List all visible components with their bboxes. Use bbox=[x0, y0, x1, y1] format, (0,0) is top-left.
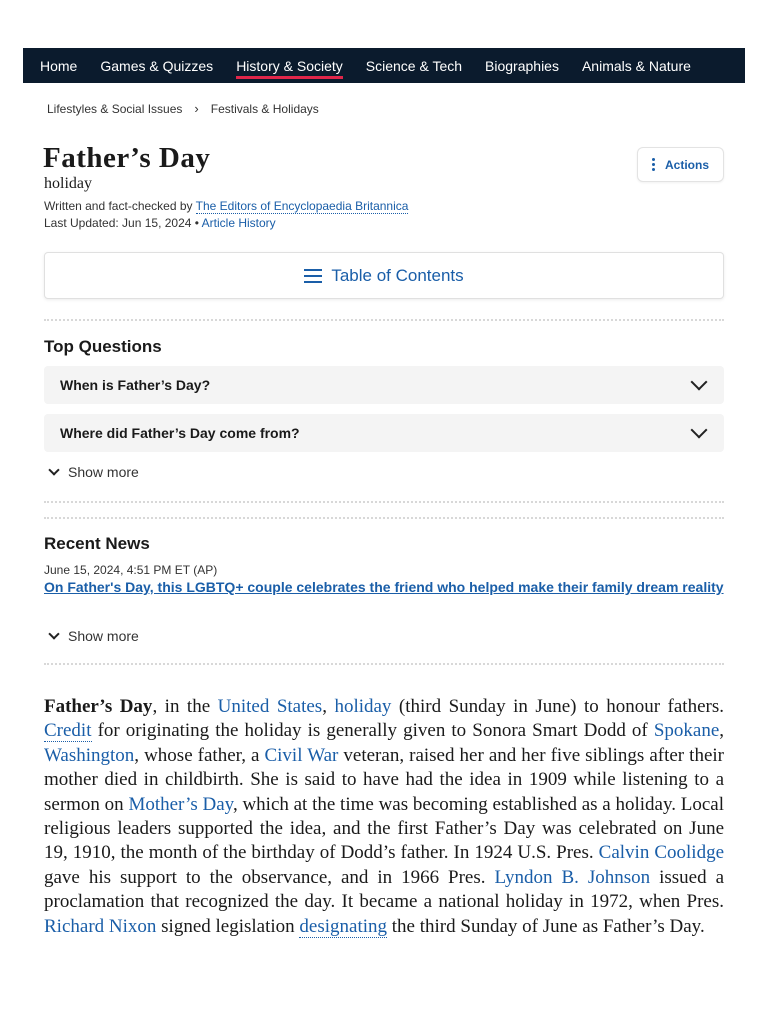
link-calvin-coolidge[interactable]: Calvin Coolidge bbox=[598, 842, 724, 864]
link-designating[interactable]: designating bbox=[299, 915, 388, 937]
chevron-right-icon: › bbox=[194, 101, 199, 116]
chevron-down-icon bbox=[691, 374, 708, 391]
nav-animals-nature[interactable]: Animals & Nature bbox=[581, 57, 691, 74]
article-text: , bbox=[719, 720, 724, 742]
divider bbox=[44, 517, 724, 519]
question-item[interactable] bbox=[44, 414, 724, 452]
show-more-questions-button[interactable] bbox=[50, 464, 139, 480]
article-text: , in the bbox=[152, 696, 218, 717]
link-lyndon-johnson[interactable]: Lyndon B. Johnson bbox=[494, 866, 651, 888]
article-text: , which at the time was becoming established as a holiday. Local religious leaders supported the idea, and the first Father’s Day was celebrated on June 19, 1910, the month of the birthday of Dodd’s father. In 1924 U.S. Pres. bbox=[44, 793, 725, 864]
chevron-down-icon bbox=[48, 464, 59, 475]
link-mothers-day[interactable]: Mother’s Day bbox=[128, 793, 233, 815]
divider bbox=[44, 319, 724, 321]
chevron-down-icon bbox=[48, 628, 59, 639]
more-vertical-icon bbox=[652, 157, 655, 172]
article-text: , whose father, a bbox=[134, 744, 265, 766]
news-headline-link[interactable]: On Father's Day, this LGBTQ+ couple celebrates the friend who helped make their family dream reality bbox=[44, 579, 724, 595]
article-text: (third Sunday in June) to honour fathers. bbox=[391, 696, 724, 717]
link-holiday[interactable]: holiday bbox=[334, 696, 392, 717]
article-text: the third Sunday of June as Father’s Day. bbox=[387, 915, 705, 937]
link-united-states[interactable]: United States bbox=[217, 696, 323, 717]
breadcrumb bbox=[47, 101, 319, 116]
actions-label: Actions bbox=[664, 157, 709, 172]
article-text: gave his support to the observance, and in 1966 Pres. bbox=[44, 866, 495, 888]
show-more-label: Show more bbox=[68, 628, 139, 644]
chevron-down-icon bbox=[691, 422, 708, 439]
link-credit[interactable]: Credit bbox=[44, 720, 92, 742]
table-of-contents-button[interactable] bbox=[44, 252, 724, 299]
link-richard-nixon[interactable]: Richard Nixon bbox=[44, 915, 157, 937]
last-updated-text: Last Updated: Jun 15, 2024 bbox=[44, 216, 192, 230]
show-more-label: Show more bbox=[68, 464, 139, 480]
page-title: Father’s Day bbox=[43, 142, 211, 174]
divider bbox=[44, 663, 724, 665]
article-text: veteran, raised her and her five siblings after their mother died in childbirth. She is said to have had the idea in 1909 while listening to a sermon on bbox=[44, 744, 724, 815]
nav-history-society[interactable]: History & Society bbox=[236, 57, 343, 74]
top-navigation bbox=[23, 48, 745, 83]
nav-home[interactable]: Home bbox=[40, 57, 78, 74]
actions-button[interactable] bbox=[637, 147, 724, 182]
last-updated bbox=[44, 216, 276, 230]
question-text: When is Father’s Day? bbox=[60, 377, 211, 393]
nav-science-tech[interactable]: Science & Tech bbox=[365, 57, 463, 74]
show-more-news-button[interactable] bbox=[50, 628, 139, 644]
byline-prefix: Written and fact-checked by bbox=[44, 199, 193, 213]
link-spokane[interactable]: Spokane bbox=[653, 720, 720, 742]
nav-games-quizzes[interactable]: Games & Quizzes bbox=[100, 57, 214, 74]
page-subtitle: holiday bbox=[44, 175, 92, 192]
lead-term: Father’s Day bbox=[44, 696, 153, 717]
list-icon bbox=[304, 267, 322, 285]
breadcrumb-item-lifestyles[interactable]: Lifestyles & Social Issues bbox=[47, 101, 183, 116]
article-text: issued a proclamation that recognized the day. It became a national holiday in 1972, when Pres. bbox=[44, 866, 724, 913]
article-history-link[interactable]: Article History bbox=[201, 216, 276, 230]
top-questions-heading: Top Questions bbox=[44, 337, 162, 356]
article-text: , bbox=[322, 696, 335, 717]
meta-separator: • bbox=[194, 216, 199, 230]
byline bbox=[44, 199, 408, 213]
article-text: for originating the holiday is generally given to Sonora Smart Dodd of bbox=[91, 720, 654, 742]
byline-author-link[interactable]: The Editors of Encyclopaedia Britannica bbox=[195, 199, 409, 213]
divider bbox=[44, 501, 724, 503]
toc-label: Table of Contents bbox=[331, 265, 464, 285]
article-text: signed legislation bbox=[156, 915, 300, 937]
nav-biographies[interactable]: Biographies bbox=[485, 57, 559, 74]
link-civil-war[interactable]: Civil War bbox=[264, 744, 339, 766]
breadcrumb-item-festivals[interactable]: Festivals & Holidays bbox=[210, 101, 319, 116]
question-item[interactable] bbox=[44, 366, 724, 404]
news-date: June 15, 2024, 4:51 PM ET (AP) bbox=[44, 563, 218, 577]
recent-news-heading: Recent News bbox=[44, 534, 150, 553]
question-text: Where did Father’s Day come from? bbox=[60, 425, 300, 441]
article-body bbox=[44, 695, 724, 939]
link-washington[interactable]: Washington bbox=[44, 744, 135, 766]
